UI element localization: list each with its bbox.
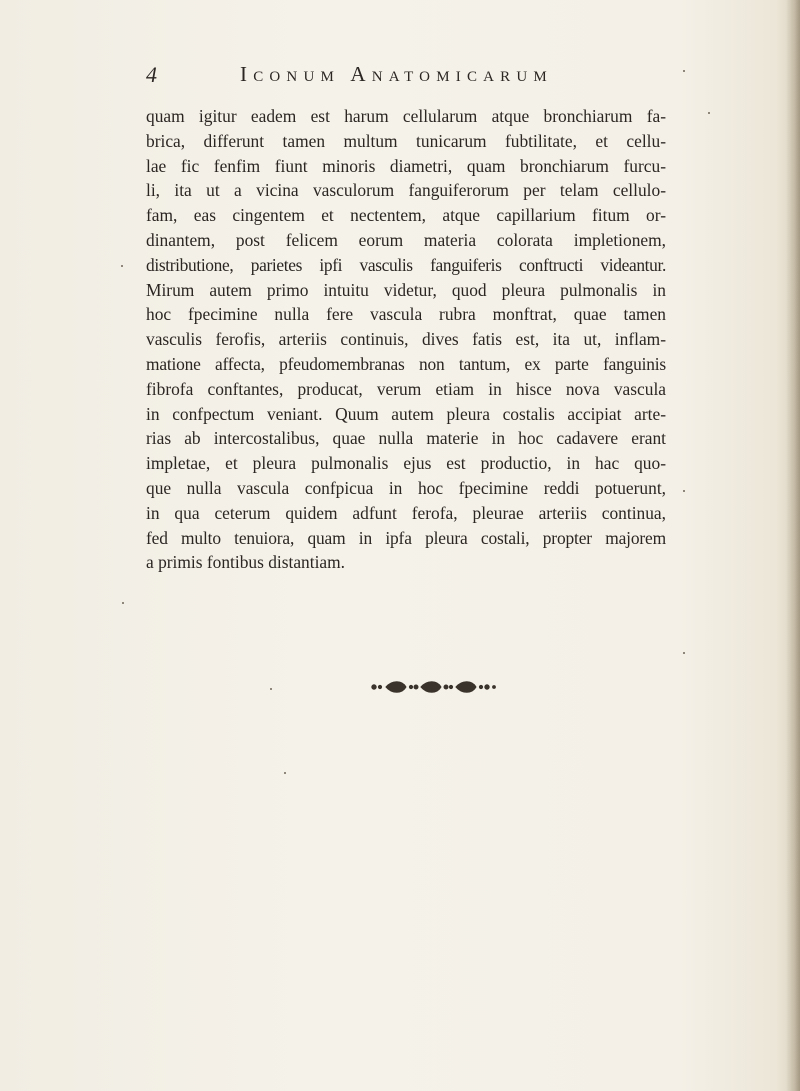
- paper-speck: [122, 602, 124, 604]
- text-line: distributione, parietes ipfi vasculis fanguiferis conftructi videantur.: [146, 254, 666, 275]
- text-line: dinantem, post felicem eorum materia colorata impletionem,: [146, 229, 666, 250]
- running-head: [146, 62, 666, 92]
- text-line: in confpectum veniant. Quum autem pleura costalis accipiat arte-: [146, 403, 666, 424]
- paper-speck: [121, 265, 123, 267]
- paper-speck: [683, 70, 685, 72]
- text-line: impletae, et pleura pulmonalis ejus est productio, in hac quo-: [146, 453, 666, 474]
- body-text: [146, 104, 666, 575]
- running-title: Iconum Anatomicarum: [240, 62, 553, 86]
- paper-speck: [708, 112, 710, 114]
- text-line: quam igitur eadem est harum cellularum atque bronchiarum fa-: [146, 106, 666, 126]
- paper-speck: [683, 490, 685, 492]
- text-line: brica, differunt tamen multum tunicarum fubtilitate, et cellu-: [146, 130, 666, 151]
- text-line: hoc fpecimine nulla fere vascula rubra monftrat, quae tamen: [146, 304, 666, 325]
- paper-speck: [270, 688, 272, 690]
- text-line: fam, eas cingentem et nectentem, atque capillarium fitum or-: [146, 205, 666, 226]
- text-line: in qua ceterum quidem adfunt ferofa, pleurae arteriis continua,: [146, 502, 666, 523]
- text-line: que nulla vascula confpicua in hoc fpecimine reddi potuerunt,: [146, 477, 666, 498]
- page-edge-shadow: [786, 0, 800, 1091]
- text-line: fed multo tenuiora, quam in ipfa pleura costali, propter majorem: [146, 527, 666, 548]
- text-line: li, ita ut a vicina vasculorum fanguiferorum per telam cellulo-: [146, 180, 666, 201]
- text-line: vasculis ferofis, arteriis continuis, dives fatis est, ita ut, inflam-: [146, 329, 666, 350]
- paper-speck: [284, 772, 286, 774]
- printers-ornament-icon: [366, 677, 506, 697]
- text-line: Mirum autem primo intuitu videtur, quod pleura pulmonalis in: [146, 279, 666, 300]
- text-line: lae fic fenfim fiunt minoris diametri, quam bronchiarum furcu-: [146, 155, 666, 176]
- paper-speck: [683, 652, 685, 654]
- text-line: matione affecta, pfeudomembranas non tantum, ex parte fanguinis: [146, 353, 666, 374]
- text-line: rias ab intercostalibus, quae nulla materie in hoc cadavere erant: [146, 428, 666, 449]
- text-line: a primis fontibus distantiam.: [146, 552, 346, 573]
- page-number: 4: [146, 62, 157, 87]
- text-line: fibrofa conftantes, producat, verum etiam in hisce nova vascula: [146, 378, 666, 399]
